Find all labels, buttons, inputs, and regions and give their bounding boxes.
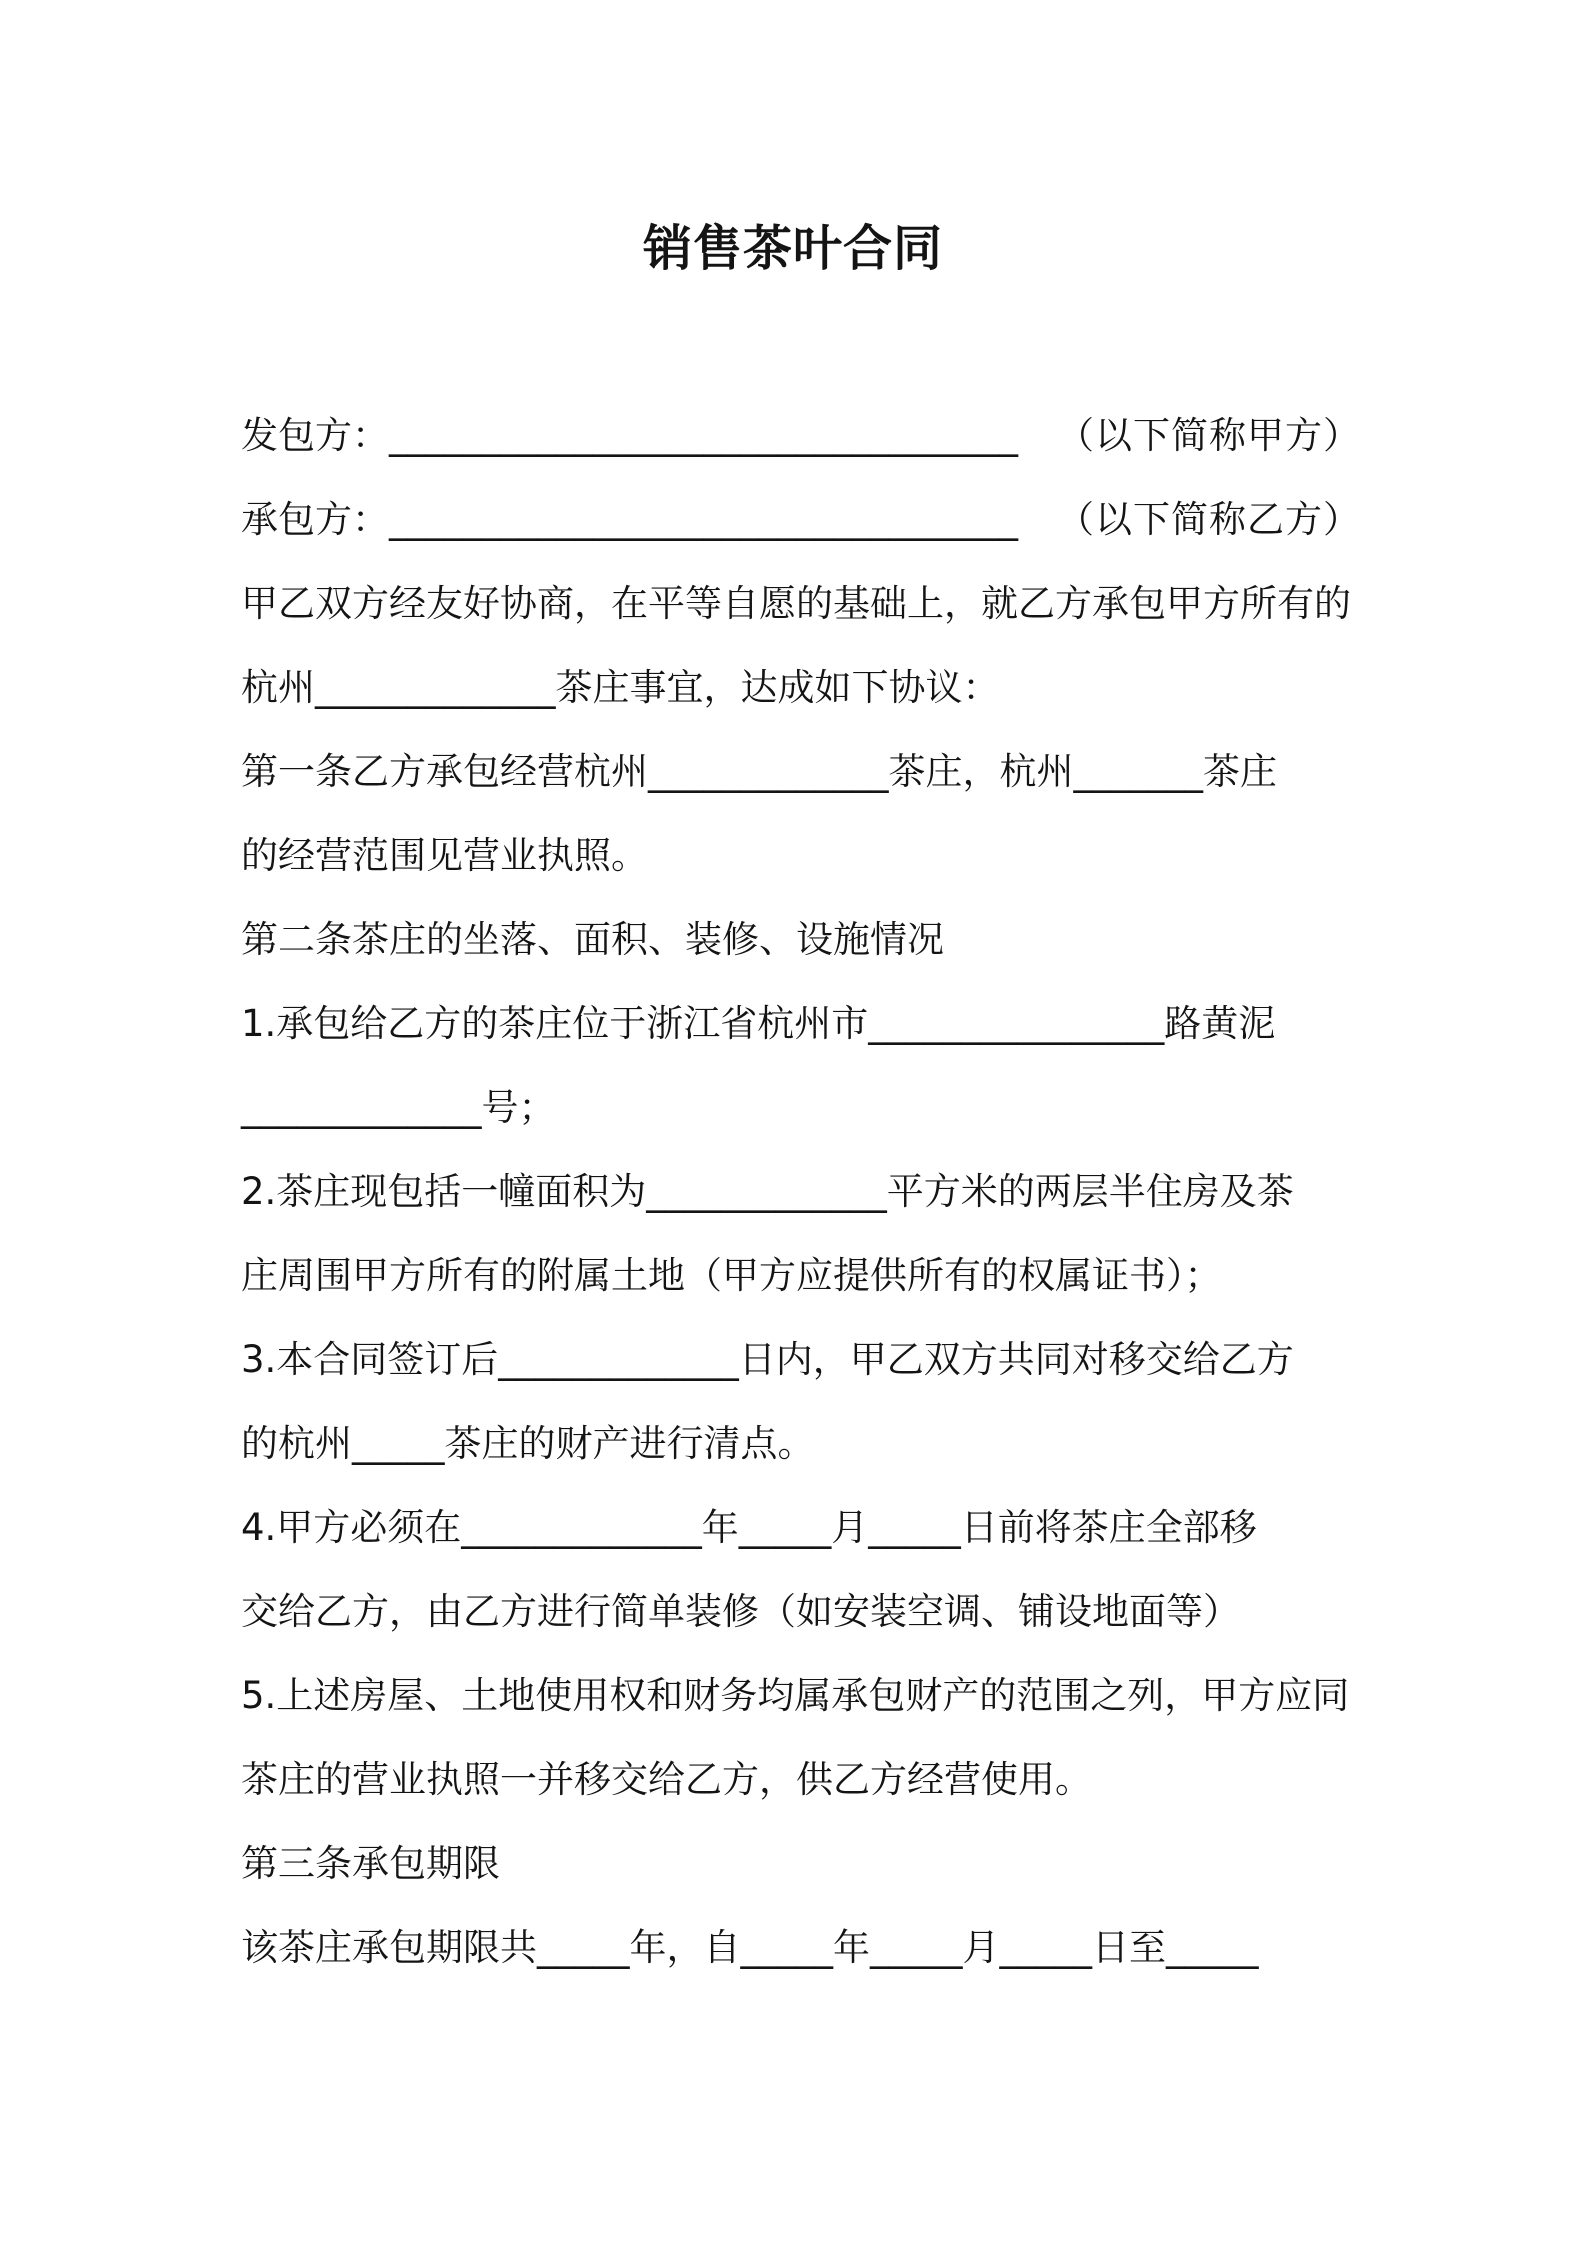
party-a-note: （以下简称甲方） [1057, 414, 1361, 457]
body-line: 5.上述房屋、土地使用权和财务均属承包财产的范围之列，甲方应同 [241, 1674, 1350, 1717]
party-a-field: 发包方：__________________________________ [241, 414, 1018, 457]
party-a-line [241, 410, 1361, 462]
body-line: 第一条乙方承包经营杭州_____________茶庄，杭州_______茶庄 [241, 750, 1277, 793]
section-heading: 第二条茶庄的坐落、面积、装修、设施情况 [241, 918, 944, 961]
page-title: 销售茶叶合同 [642, 220, 943, 277]
body-line: 2.茶庄现包括一幢面积为_____________平方米的两层半住房及茶 [241, 1170, 1294, 1213]
body-line: _____________号； [241, 1086, 556, 1129]
party-b-field: 承包方：__________________________________ [241, 498, 1018, 541]
body-line: 交给乙方，由乙方进行简单装修（如安装空调、铺设地面等） [241, 1590, 1240, 1633]
body-line: 4.甲方必须在_____________年_____月_____日前将茶庄全部移 [241, 1506, 1257, 1549]
body-line: 的经营范围见营业执照。 [241, 834, 648, 877]
party-b-note: （以下简称乙方） [1057, 498, 1361, 541]
body-line: 1.承包给乙方的茶庄位于浙江省杭州市________________路黄泥 [241, 1002, 1276, 1045]
body-line: 的杭州_____茶庄的财产进行清点。 [241, 1422, 815, 1465]
body-line: 甲乙双方经友好协商，在平等自愿的基础上，就乙方承包甲方所有的 [241, 582, 1351, 625]
party-b-line [241, 494, 1361, 546]
body-line: 该茶庄承包期限共_____年，自_____年_____月_____日至_____ [241, 1926, 1259, 1969]
body-line: 3.本合同签订后_____________日内，甲乙双方共同对移交给乙方 [241, 1338, 1294, 1381]
body-line: 庄周围甲方所有的附属土地（甲方应提供所有的权属证书）； [241, 1254, 1222, 1297]
section-heading: 第三条承包期限 [241, 1842, 500, 1885]
body-line: 茶庄的营业执照一并移交给乙方，供乙方经营使用。 [241, 1758, 1092, 1801]
body-line: 杭州_____________茶庄事宜，达成如下协议： [241, 666, 1000, 709]
